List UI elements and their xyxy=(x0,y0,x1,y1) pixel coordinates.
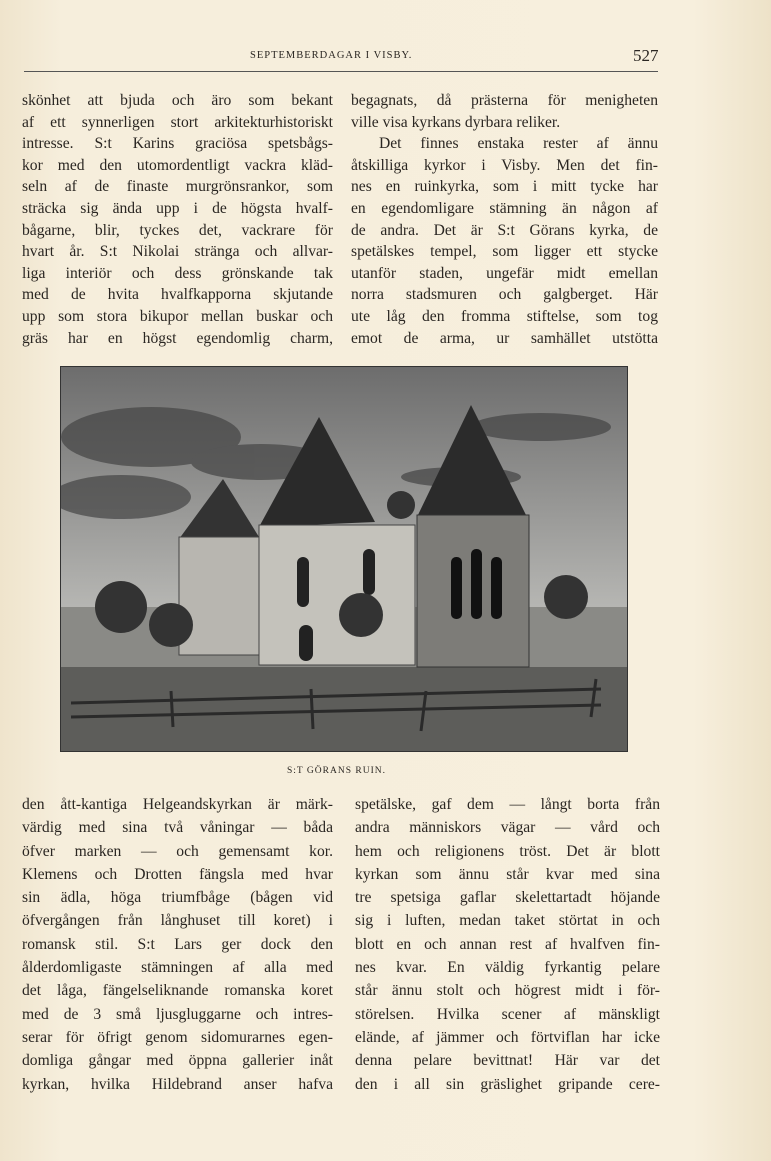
text-line: serar för öfrigt genom sidomurarnes egen- xyxy=(22,1028,333,1046)
text-line: med de hvita hvalfkapporna skjutande xyxy=(22,286,333,304)
running-head: SEPTEMBERDAGAR I VISBY. xyxy=(250,50,413,61)
text-line: intresse. S:t Karins graciösa spetsbågs- xyxy=(22,135,333,153)
text-line: blott en och annan rest af hvalfven fin- xyxy=(355,935,660,953)
text-line: gräs har en högst egendomlig charm, xyxy=(22,329,333,347)
text-line: bågarne, blir, tyckes det, vackrare för xyxy=(22,221,333,239)
church-ruin-engraving xyxy=(61,367,627,751)
text-line: andra människors vägar — vård och xyxy=(355,819,660,837)
page-number: 527 xyxy=(633,46,659,65)
text-line: kyrkan, hvilka Hildebrand anser hafva xyxy=(22,1075,333,1093)
text-line: romansk stil. S:t Lars ger dock den xyxy=(22,935,333,953)
text-line: af ett synnerligen stort arkitekturhistoriskt xyxy=(22,113,333,131)
text-line: liga interiör och dess grönskande tak xyxy=(22,264,333,282)
text-line: Klemens och Drotten fängsla med hvar xyxy=(22,865,333,883)
text-line: spetälske, gaf dem — långt borta från xyxy=(355,796,660,813)
text-line: nes en ruinkyrka, som i mitt tycke har xyxy=(351,178,658,196)
figure-caption: S:T GÖRANS RUIN. xyxy=(287,766,386,776)
text-line: värdig med sina två våningar — båda xyxy=(22,819,333,837)
text-line: den ått-kantiga Helgeandskyrkan är märk- xyxy=(22,796,333,813)
text-line: utanför staden, ungefär midt emellan xyxy=(351,264,658,282)
text-line: öfver marken — och gemensamt kor. xyxy=(22,842,333,860)
text-column-top-left xyxy=(22,90,333,349)
text-line: tre spetsiga gaflar skelettartadt höjande xyxy=(355,889,660,907)
text-line: norra stadsmuren och galgberget. Här xyxy=(351,286,658,304)
text-column-bottom-right xyxy=(355,793,660,1096)
text-line: hvart år. S:t Nikolai stränga och allvar- xyxy=(22,243,333,261)
text-line: kyrkan som ännu står kvar med sina xyxy=(355,865,660,883)
text-line: sträcka sig ända upp i de högsta hvalf- xyxy=(22,199,333,217)
text-line: ville visa kyrkans dyrbara reliker. xyxy=(351,113,561,131)
text-line: ute låg den fromma stiftelse, som tog xyxy=(351,307,658,325)
text-line: med de 3 små ljusgluggarne och intres- xyxy=(22,1005,333,1023)
text-line: hem och religionens tröst. Det är blott xyxy=(355,842,660,860)
text-line: en egendomligare stämning än någon af xyxy=(351,199,658,217)
text-line: spetälskes tempel, som ligger ett stycke xyxy=(351,243,658,261)
text-line: denna pelare bevittnat! Här var det xyxy=(355,1052,660,1070)
text-line: sig i luften, medan taket störtat in och xyxy=(355,912,660,930)
text-line: domliga gångar med öppna gallerier inåt xyxy=(22,1052,333,1070)
text-line: öfvergången från långhuset till koret) i xyxy=(22,912,333,930)
text-line: de andra. Det är S:t Görans kyrka, de xyxy=(351,221,658,239)
text-line: upp som stora bikupor mellan buskar och xyxy=(22,307,333,325)
text-line: sin ädla, höga triumfbåge (bågen vid xyxy=(22,889,333,907)
text-column-bottom-left xyxy=(22,793,333,1096)
text-line: emot de arma, ur samhället utstötta xyxy=(351,329,658,347)
text-line: det låga, fängelseliknande romanska koret xyxy=(22,982,333,1000)
text-line: elände, af jämmer och förtviflan har icke xyxy=(355,1028,660,1046)
text-line: nes kvar. En väldig fyrkantig pelare xyxy=(355,959,660,977)
text-line: kor med den utomordentligt vackra kläd- xyxy=(22,156,333,174)
text-line: skönhet att bjuda och äro som bekant xyxy=(22,92,333,109)
text-column-top-right xyxy=(351,90,658,349)
header-rule xyxy=(24,71,658,72)
text-line: seln af de finaste murgrönsrankor, som xyxy=(22,178,333,196)
text-line: störelsen. Hvilka scener af mänskligt xyxy=(355,1005,660,1023)
text-line: Det finnes enstaka rester af ännu xyxy=(379,135,658,153)
illustration-st-gorans-ruin xyxy=(60,366,628,752)
text-line: ålderdomligaste stämningen af alla med xyxy=(22,959,333,977)
text-line: begagnats, då prästerna för menigheten xyxy=(351,92,658,109)
text-line: åtskilliga kyrkor i Visby. Men det fin- xyxy=(351,156,658,174)
text-line: den i all sin gräslighet gripande cere- xyxy=(355,1075,660,1093)
text-line: står ännu stolt och högrest midt i för- xyxy=(355,982,660,1000)
